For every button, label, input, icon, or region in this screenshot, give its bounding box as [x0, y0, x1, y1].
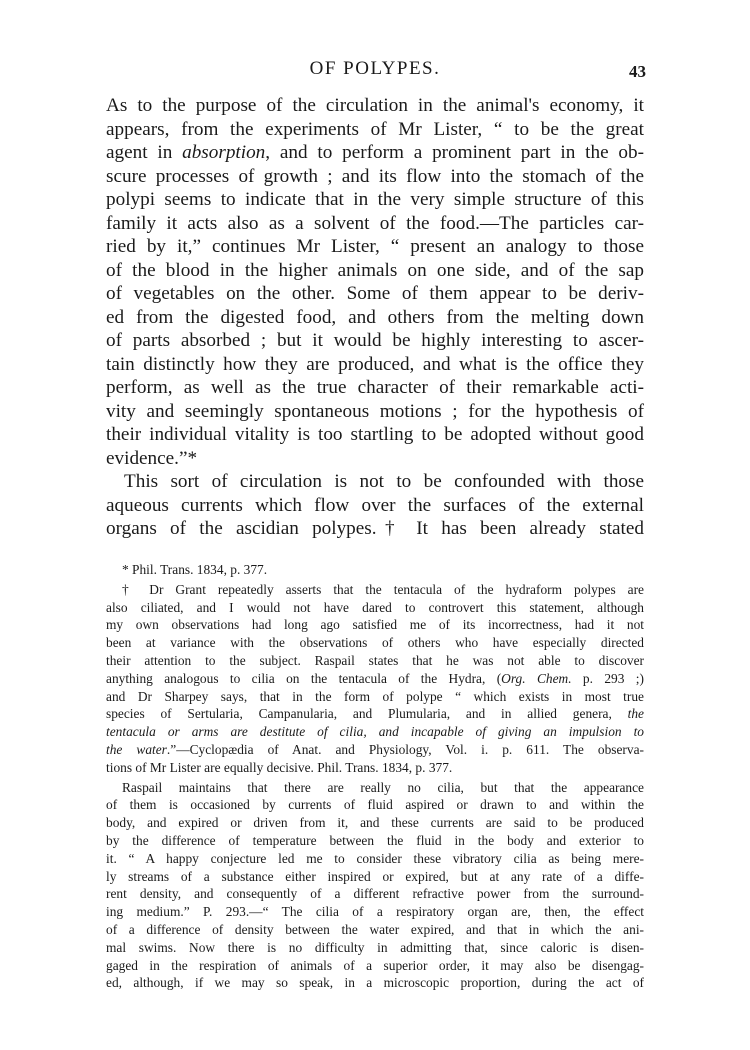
footnote-line: mal swims. Now there is no difficulty in admitting that, since caloric is disen- — [106, 939, 644, 955]
footnote-line: it. “ A happy conjecture led me to consider these vibratory cilia as being mere- — [106, 850, 644, 866]
footnote-line: my own observations had long ago satisfied me of its incorrectness, had it not — [106, 617, 644, 633]
footnote-line: * Phil. Trans. 1834, p. 377. — [122, 562, 268, 577]
footnote-line: gaged in the respiration of animals of a superior order, it may also be disengag- — [106, 957, 644, 973]
footnote-line: by the difference of temperature between the fluid in the body and exterior to — [106, 832, 644, 848]
footnote-line — [106, 723, 644, 741]
footnote-line: ly streams of a substance either inspired or expired, but at any rate of a diffe- — [106, 868, 644, 884]
text-line: perform, as well as the true character of their remarkable acti- — [106, 377, 644, 398]
text-line: scure processes of growth ; and its flow into the stomach of the — [106, 165, 644, 187]
text-line: aqueous currents which flow over the surfaces of the external — [106, 494, 644, 516]
footnote-line: ing medium.” P. 293.—“ The cilia of a respiratory organ are, then, the effect — [106, 904, 644, 920]
footnote-line: † Dr Grant repeatedly asserts that the tentacula of the hydraform polypes are — [122, 581, 644, 597]
text-line: evidence.”* — [106, 447, 198, 469]
text-line: organs of the ascidian polypes.† It has been already stated — [106, 518, 644, 539]
text-line: ried by it,” continues Mr Lister, “ present an analogy to those — [106, 236, 644, 257]
text-line: appears, from the experiments of Mr Lister, “ to be the great — [106, 118, 644, 140]
footnote-line: tions of Mr Lister are equally decisive. Phil. Trans. 1834, p. 377. — [106, 759, 453, 775]
text-line: polypi seems to indicate that in the very simple structure of this — [106, 189, 644, 210]
text-line: As to the purpose of the circulation in the animal's economy, it — [106, 95, 644, 116]
footnote-line: Raspail maintains that there are really no cilia, but that the appearance — [122, 779, 644, 795]
text-line: family it acts also as a solvent of the food.—The particles car- — [106, 212, 644, 234]
footnote-line: and Dr Sharpey says, that in the form of polype “ which exists in most true — [106, 688, 644, 704]
footnote-line: rent density, and consequently of a different refractive power from the surround- — [106, 886, 644, 902]
footnote-line: the water.”—Cyclopædia of Anat. and Physiology, Vol. i. p. 611. The observa- — [106, 741, 644, 757]
running-head — [0, 58, 750, 88]
footnote-line: of a difference of density between the water expired, and that in which the ani- — [106, 921, 644, 937]
text-line: vity and seemingly spontaneous motions ; for the hypothesis of — [106, 400, 644, 422]
page-number: 43 — [629, 62, 646, 81]
text-line: agent in absorption, and to perform a prominent part in the ob- — [106, 142, 644, 163]
footnote-line: body, and expired or driven from it, and these currents are said to be produced — [106, 815, 644, 831]
footnotes — [106, 561, 644, 992]
text-line: of the blood in the higher animals on one side, and of the sap — [106, 259, 644, 281]
text-line: ed from the digested food, and others from the melting down — [106, 306, 644, 328]
main-text — [106, 94, 644, 541]
text-line: of parts absorbed ; but it would be highly interesting to ascer- — [106, 330, 644, 351]
italic-quote: tentacula or arms are destitute of cilia, and incapable of giving an impulsion to — [106, 724, 644, 740]
footnote-line: their attention to the subject. Raspail states that he was not able to discover — [106, 652, 644, 668]
text-line: tain distinctly how they are produced, and what is the office they — [106, 353, 644, 375]
footnote-line: been at variance with the observations of others who have especially directed — [106, 635, 644, 651]
italic-quote: the — [627, 706, 644, 722]
text-line: their individual vitality is too startling to be adopted without good — [106, 424, 644, 445]
running-title: OF POLYPES. — [309, 58, 441, 79]
footnote-line: anything analogous to cilia on the tentacula of the Hydra, (Org. Chem. p. 293 ;) — [106, 670, 644, 686]
footnote-line: species of Sertularia, Campanularia, and Plumularia, and in allied genera, the — [106, 706, 644, 722]
footnote-line: of them is occasioned by currents of fluid aspired or drawn to and within the — [106, 797, 644, 813]
italic-citation: Org. Chem. — [501, 670, 572, 686]
footnote-line: also ciliated, and I would not have dared to controvert this statement, although — [106, 599, 644, 615]
text-line: of vegetables on the other. Some of them appear to be deriv- — [106, 283, 644, 304]
italic-quote: the water — [106, 741, 167, 757]
italic-term: absorption — [182, 142, 266, 163]
text-line: This sort of circulation is not to be confounded with those — [124, 471, 644, 492]
footnote-line: ed, although, if we may so speak, in a microscopic proportion, during the act of — [106, 975, 644, 991]
